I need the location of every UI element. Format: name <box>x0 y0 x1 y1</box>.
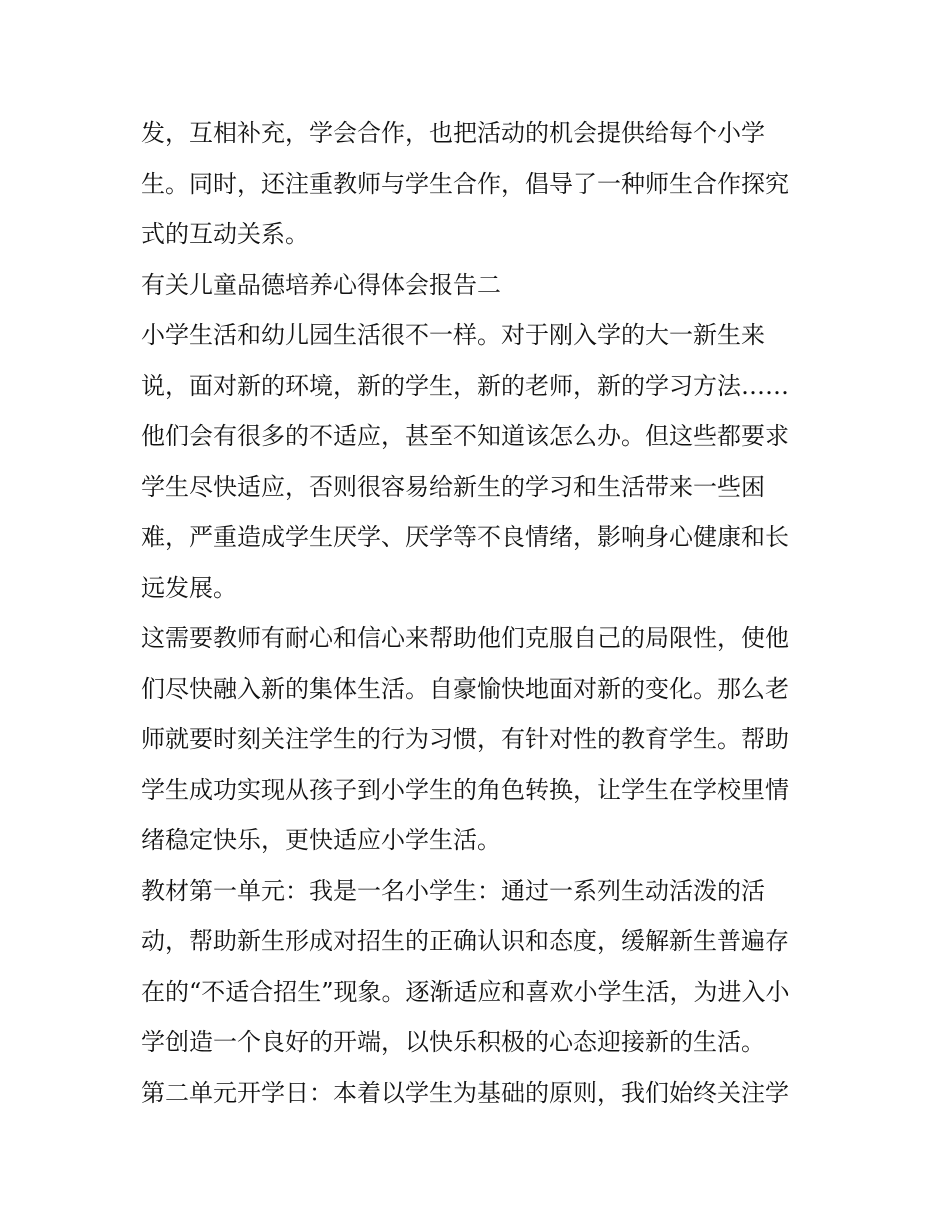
text-line-11: 这需要教师有耐心和信心来帮助他们克服自己的局限性，使他 <box>141 624 789 652</box>
text-line-7: 他们会有很多的不适应，甚至不知道该怎么办。但这些都要求 <box>141 422 789 450</box>
text-line-17: 动，帮助新生形成对招生的正确认识和态度，缓解新生普遍存 <box>141 927 789 955</box>
text-line-6: 说，面对新的环境，新的学生，新的老师，新的学习方法…… <box>141 371 789 400</box>
text-line-13: 师就要时刻关注学生的行为习惯，有针对性的教育学生。帮助 <box>141 725 789 753</box>
text-line-16: 教材第一单元：我是一名小学生：通过一系列生动活泼的活 <box>141 876 765 905</box>
text-line-20: 第二单元开学日：本着以学生为基础的原则，我们始终关注学 <box>141 1078 789 1107</box>
text-line-14: 学生成功实现从孩子到小学生的角色转换，让学生在学校里情 <box>141 775 789 804</box>
text-line-3: 式的互动关系。 <box>141 220 309 248</box>
text-line-10: 远发展。 <box>141 573 237 602</box>
text-line-12: 们尽快融入新的集体生活。自豪愉快地面对新的变化。那么老 <box>141 674 789 703</box>
text-line-18: 在的“不适合招生”现象。逐渐适应和喜欢小学生活，为进入小 <box>141 977 790 1006</box>
text-line-8: 学生尽快适应，否则很容易给新生的学习和生活带来一些困 <box>141 472 765 501</box>
text-line-5: 小学生活和幼儿园生活很不一样。对于刚入学的大一新生来 <box>141 321 765 349</box>
text-line-19: 学创造一个良好的开端，以快乐积极的心态迎接新的生活。 <box>141 1028 765 1056</box>
text-line-1: 发，互相补充，学会合作，也把活动的机会提供给每个小学 <box>141 119 765 147</box>
body-text <box>141 108 813 1118</box>
text-line-9: 难，严重造成学生厌学、厌学等不良情绪，影响身心健康和长 <box>141 523 789 551</box>
text-line-2: 生。同时，还注重教师与学生合作，倡导了一种师生合作探究 <box>141 169 789 198</box>
text-line-15: 绪稳定快乐，更快适应小学生活。 <box>141 826 501 854</box>
section-heading: 有关儿童品德培养心得体会报告二 <box>141 270 501 299</box>
